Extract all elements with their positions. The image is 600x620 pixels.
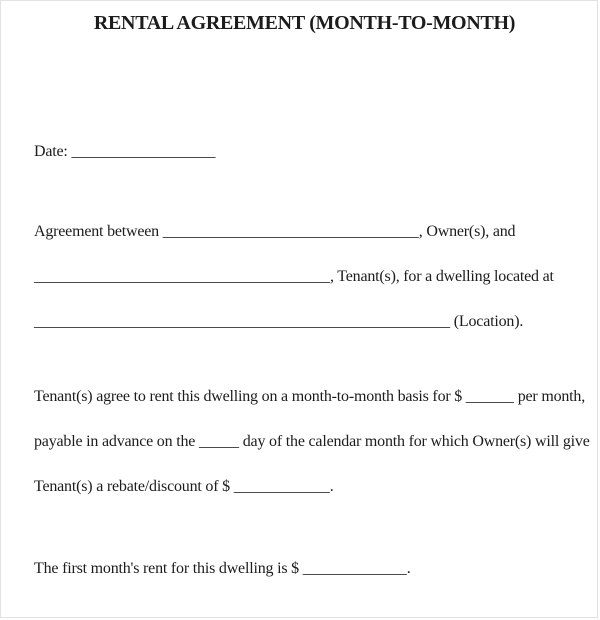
tenant-name-blank: _____________________________________	[34, 268, 330, 285]
payment-day-text: payable in advance on the	[34, 433, 199, 450]
rent-amount-suffix-text: per month,	[513, 388, 586, 405]
date-blank: __________________	[71, 143, 216, 160]
terms-line-1	[34, 374, 586, 419]
payment-day-blank: _____	[198, 433, 239, 450]
payment-day-suffix-text: day of the calendar month for which Owner(s) will give	[238, 433, 590, 450]
date-label: Date:	[34, 143, 72, 160]
agreement-line1-text: Agreement between	[34, 223, 163, 240]
agreement-paragraph	[34, 209, 575, 344]
agreement-line-2	[34, 254, 575, 299]
owner-name-blank: ________________________________	[162, 223, 419, 240]
first-month-line	[34, 546, 575, 591]
document-content	[1, 9, 597, 591]
first-month-suffix-text: .	[406, 560, 411, 577]
agreement-line-1	[34, 209, 575, 254]
first-month-text: The first month's rent for this dwelling is $	[34, 560, 303, 577]
location-blank: ____________________________________________________	[34, 313, 450, 330]
rebate-suffix-text: .	[329, 478, 334, 495]
terms-paragraph	[34, 374, 590, 509]
document-title: RENTAL AGREEMENT (MONTH-TO-MONTH)	[93, 12, 516, 34]
rebate-text: Tenant(s) a rebate/discount of $	[34, 478, 234, 495]
terms-line-3	[34, 464, 575, 509]
location-suffix-text: (Location).	[450, 313, 524, 330]
rent-amount-blank: ______	[465, 388, 514, 405]
terms-line-2	[34, 419, 590, 464]
rebate-amount-blank: ____________	[233, 478, 330, 495]
owner-suffix-text: , Owner(s), and	[418, 223, 516, 240]
tenant-suffix-text: , Tenant(s), for a dwelling located at	[330, 268, 554, 285]
first-month-rent-blank: _____________	[302, 560, 407, 577]
agreement-line-3	[34, 299, 575, 344]
rent-amount-text: Tenant(s) agree to rent this dwelling on a month-to-month basis for $	[34, 388, 466, 405]
date-line	[34, 129, 575, 174]
